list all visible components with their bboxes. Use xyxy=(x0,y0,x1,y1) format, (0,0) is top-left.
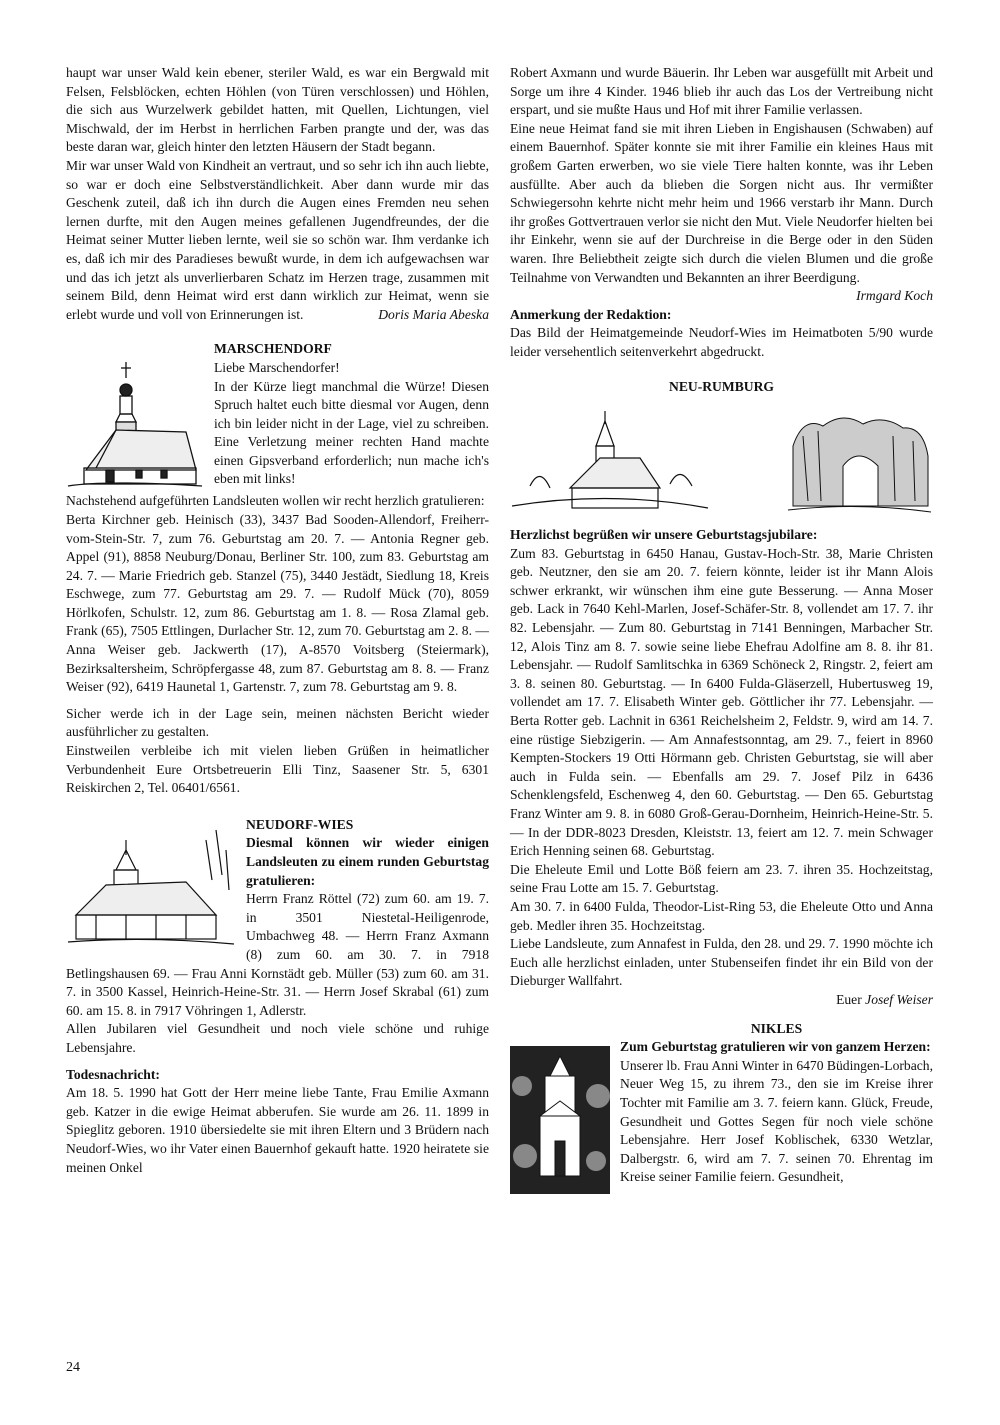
todesnachricht-text: Am 18. 5. 1990 hat Gott der Herr meine liebe Tante, Frau Emilie Axmann geb. Katzer in die ewige Heimat abberufen. Sie wurde am 26. 11. 1899 in Spieglitz geboren. 1910 übersiedelte sie mit ihren Eltern und 3 Brüdern nach Neudorf-Wies, wo ihr Vater einen Bauernhof gekauft hatte. 1920 heiratete sie meinen Onkel xyxy=(66,1085,489,1175)
obituary-signature: Irmgard Koch xyxy=(856,288,933,304)
anmerkung-title: Anmerkung der Redaktion: xyxy=(510,306,672,322)
neudorf-church-illustration xyxy=(66,820,236,950)
neu-rumburg-chapel-illustration xyxy=(783,406,933,518)
neu-rumburg-invitation: Liebe Landsleute, zum Annafest in Fulda, den 28. und 29. 7. 1990 möchte ich Euch alle herzlichst einladen, unter Stubenseifen findet ihr ein Bild von der Dieburger Wallfahrt. xyxy=(510,936,933,989)
todesnachricht-title: Todesnachricht: xyxy=(66,1066,160,1082)
intro-paragraph-1: haupt war unser Wald kein ebener, steriler Wald, es war ein Bergwald mit Felsen, Felsblöcken, echten Höhlen (von Türen verschlossen) und Höhlen, die sich aus Wurzelwerk gebildet hatten, mit Quellen, Lichtungen, viel Mischwald, der im Herbst in herrlichen Farben prangte und der, was das beste daran war, gleich hinter den letzten Häusern der Stadt begann. xyxy=(66,65,489,155)
neudorf-wies-intro: Diesmal können wir wieder einigen Landsleuten zu einem runden Geburtstag gratulieren: xyxy=(246,835,489,888)
marschendorf-congrats-intro: Nachstehend aufgeführten Landsleuten wollen wir recht herzlich gratulieren: xyxy=(66,493,485,509)
nikles-title: NIKLES xyxy=(750,1020,803,1036)
right-column xyxy=(510,64,933,1194)
left-column xyxy=(66,64,489,1177)
marschendorf-birthdays: Berta Kirchner geb. Heinisch (33), 3437 Bad Sooden-Allendorf, Freiherr-vom-Stein-Str. 7, zum 76. Geburtstag am 20. 7. — Antonia Regner geb. Appel (91), 8858 Neuburg/Donau, Berliner Str. 100, zum 83. Geburtstag am 24. 7. — Marie Friedrich geb. Stanzel (75), 3440 Jestädt, Siedlung 18, Kreis Eschwege, zum 77. Geburtstag am 29. 7. — Rudolf Mück (70), 8059 Hörlkofen, Schulstr. 12, zum 86. Geburtstag am 1. 8. — Rosa Zlamal geb. Frank (65), 7505 Ettlingen, Durlacher Str. 12, zum 70. Geburtstag am 2. 8. — Anna Weiser geb. Jackwerth (17), A-8570 Voitsberg (Steiermark), Bezirksaltersheim, Schröpfergasse 48, zum 87. Geburtstag am 8. 8. — Franz Weiser (92), 6419 Haunetal 1, Gartenstr. 7, zum 78. Geburtstag am 9. 8. xyxy=(66,511,489,695)
marschendorf-note: In der Kürze liegt manchmal die Würze! Diesen Spruch haltet euch bitte diesmal vor Augen, denn ich bin leider nicht in der Lage, viel zu schreiben. Eine Verletzung meiner rechten Hand machte einen Gipsverband erforderlich; nun mache ich's eben mit links! xyxy=(214,378,489,487)
neu-rumburg-anniversary-1: Die Eheleute Emil und Lotte Böß feiern am 23. 7. ihren 35. Hochzeitstag, seine Frau Lotte am 15. 7. Geburtstag. xyxy=(510,861,933,896)
neu-rumburg-illustrations xyxy=(510,406,933,518)
neu-rumburg-title: NEU-RUMBURG xyxy=(669,378,774,394)
nikles-section xyxy=(510,1020,933,1187)
neu-rumburg-signature: Euer Josef Weiser xyxy=(836,991,933,1007)
neu-rumburg-birthdays: Zum 83. Geburtstag in 6450 Hanau, Gustav-Hoch-Str. 38, Marie Christen geb. Neutzner, den sie am 20. 7. feiern könnte, leider ist ihr Mann Alois schwer erkrankt, wir wünschen ihm eine gute Besserung. — Anna Moser geb. Lack in 7640 Kehl-Marlen, Josef-Schäfer-Str. 8, vollendet am 17. 7. ihr 82. Lebensjahr. — Zum 80. Geburtstag in 7141 Benningen, Marbacher Str. 12, Alois Tinz am 8. 7. sowie seine liebe Ehefrau Adolfine am 8. 8. ihr 81. Lebensjahr. — Rudolf Samlitschka in 6369 Schöneck 2, Ringstr. 2, feiert am 3. 8. seinen 80. Geburtstag. — In 6400 Fulda-Gläserzell, Hubertusweg 19, vollendet am 17. 7. Elisabeth Winter geb. Göttlicher ihr 77. Lebensjahr. — Berta Rotter geb. Lachnit in 6361 Reichelsheim 2, Feldstr. 9, wird am 14. 7. eine rüstige Siebzigerin. — Am Annafestsonntag, am 29. 7., feiert in 8960 Kempten-Stockers 19 Otti Hörmann geb. Christen Geburtstag, sie will aber auch in Fulda sein. — Ebenfalls am 29. 7. Josef Pilz in 6436 Schenklengsfeld, Eschenweg 4, den 60. Geburtstag. — Den 65. Geburtstag Franz Winter am 9. 8. in 6080 Groß-Gerau-Dornheim, Heinrich-Heine-Str. 5. — In der DDR-8023 Dresden, Kleiststr. 13, feiert am 12. 7. mein Schwager Erich Henning seinen 68. Geburtstag. xyxy=(510,545,933,859)
neudorf-wies-title: NEUDORF-WIES xyxy=(246,816,354,832)
marschendorf-title: MARSCHENDORF xyxy=(214,341,332,357)
neudorf-wies-section xyxy=(66,816,489,1177)
marschendorf-section xyxy=(66,340,489,798)
marschendorf-closing-1: Sicher werde ich in der Lage sein, meinen nächsten Bericht wieder ausführlicher zu gestalten. xyxy=(66,705,489,740)
marschendorf-chapel-illustration xyxy=(66,360,204,492)
nikles-text: Unserer lb. Frau Anni Winter in 6470 Büdingen-Lorbach, Neuer Weg 15, zu ihrem 73., den sie im Kreise ihrer Tochter mit Familie am 3. 7. feiern kann. Glück, Freude, Gesundheit und Gottes Segen für noch viele schöne Lebensjahre. Herr Josef Koblischek, 6330 Wetzlar, Dalbergstr. 6, wird am 7. 7. seinen 70. Ehrentag im Kreise seiner Familie feiern. Gesundheit, xyxy=(620,1057,933,1185)
neudorf-wies-birthdays: Herrn Franz Röttel (72) zum 60. am 19. 7. in 3501 Niestetal-Heiligenrode, Umbachweg 48. — Herrn Franz Axmann (8) zum 60. am 30. 7. in 7918 Betlingshausen 69. — Frau Anni Kornstädt geb. Müller (53) zum 60. am 31. 7. in 3500 Kassel, Heinrich-Heine-Str. 31. — Herrn Josef Skrabal (61) zum 60. am 15. 8. in 7917 Vöhringen 1, Adlerstr. xyxy=(66,891,489,1018)
neudorf-wies-wishes: Allen Jubilaren viel Gesundheit und noch viele schöne und ruhige Lebensjahre. xyxy=(66,1021,489,1055)
marschendorf-greeting: Liebe Marschendorfer! xyxy=(214,359,340,375)
obituary-continued: Robert Axmann und wurde Bäuerin. Ihr Leben war ausgefüllt mit Arbeit und Sorge um ihre 4 Kinder. 1946 blieb ihr auch das Los der Vertreibung nicht erspart, und sie mußte Haus und Hof mit ihrer Familie verlassen. xyxy=(510,65,933,118)
author-signature: Doris Maria Abeska xyxy=(378,306,489,322)
neu-rumburg-church-illustration xyxy=(510,406,710,518)
intro-paragraph-2: Mir war unser Wald von Kindheit an vertraut, und so sehr ich ihn auch liebte, so war er doch eine Selbstverständlichkeit. Aber dann wurde mir das Geschenk zuteil, daß ich ihn durch die Augen eines Fremden neu sehen lernen durfte, mit den Augen meines gefallenen Jugendfreundes, der die Heimat seiner Mutter lieben lernte, weil sie so schön war. Ihm verdanke ich es, daß ich mir des Paradieses bewußt wurde, in dem ich aufgewachsen war und das ich jetzt als unverlierbaren Schatz im Herzen trage, zusammen mit seinem Bild, denn Heimat wird erst dann wirklich zur Heimat, wenn sie erlebt wurde und voll von Erinnerungen ist. Doris Maria Abeska xyxy=(66,157,489,324)
obituary-paragraph-2: Eine neue Heimat fand sie mit ihren Lieben in Engishausen (Schwaben) auf einem Bauernhof. Später konnte sie mit ihrer Familie ein kleines Haus mit großem Garten erwerben, wo sie viele Tiere halten konnte, was ihr Leben ausfüllte. Aber auch da blieben die Sorgen nicht aus. Ihr vermißter Schwiegersohn kehrte nicht mehr heim und 1966 verstarb ihr Mann. Durch ihr großes Gottvertrauen verlor sie nicht den Mut. Viele Neudorfer hielten bei ihr Einkehr, wenn sie auf der Durchreise in die Berge oder in den Süden waren. Ihre Beliebtheit zeigte sich durch die vielen Blumen und die große Teilnahme von Verwandten und Bekannten an ihrer Beerdigung. Irmgard Koch xyxy=(510,120,933,287)
neu-rumburg-anniversary-2: Am 30. 7. in 6400 Fulda, Theodor-List-Ring 53, die Eheleute Otto und Anna geb. Medler ihren 35. Hochzeitstag. xyxy=(510,898,933,933)
nikles-subtitle: Zum Geburtstag gratulieren wir von ganzem Herzen: xyxy=(620,1039,931,1055)
neu-rumburg-subtitle: Herzlichst begrüßen wir unsere Geburtstagsjubilare: xyxy=(510,527,818,543)
nikles-chapel-illustration xyxy=(510,1046,610,1194)
anmerkung-text: Das Bild der Heimatgemeinde Neudorf-Wies im Heimatboten 5/90 wurde leider versehentlich seitenverkehrt abgedruckt. xyxy=(510,325,933,359)
page-number: 24 xyxy=(66,1360,80,1375)
marschendorf-closing-2: Einstweilen verbleibe ich mit vielen lieben Grüßen in heimatlicher Verbundenheit Eure Ortsbetreuerin Elli Tinz, Saasener Str. 5, 6301 Reiskirchen 2, Tel. 06401/6561. xyxy=(66,743,489,796)
